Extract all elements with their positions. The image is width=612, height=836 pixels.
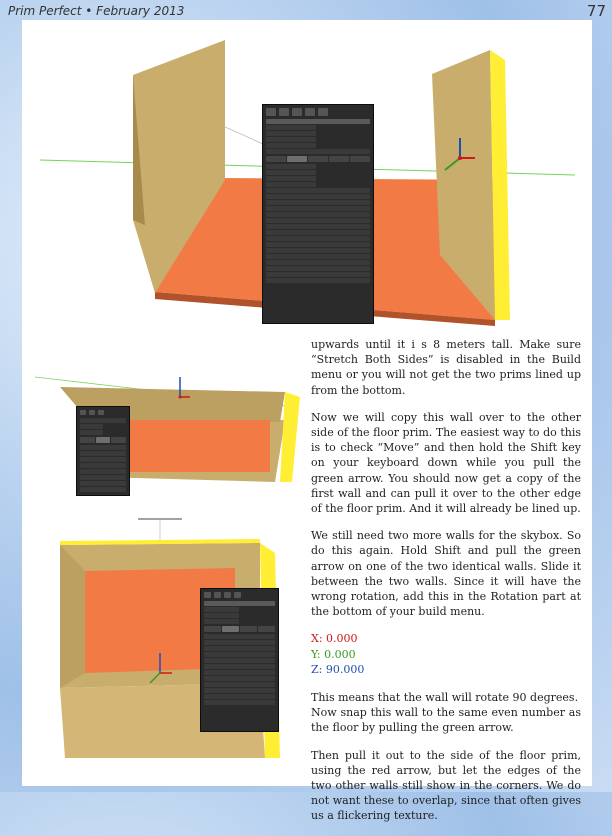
build-tool-panel-small[interactable] [76, 406, 130, 496]
skybox-three-walls-image [30, 342, 302, 498]
running-header: Prim Perfect • February 2013 [8, 4, 185, 18]
build-tool-panel[interactable] [262, 104, 374, 324]
rotation-z: Z: 90.000 [311, 663, 365, 677]
rotation-values [311, 631, 581, 678]
page-number: 77 [586, 2, 606, 20]
paragraph-4b: Now snap this wall to the same even number as the floor by pulling the green arrow. [311, 706, 581, 735]
paragraph-2: Now we will copy this wall over to the other side of the floor prim. The easiest way to do this is to check “Move” and then hold the Shift key on your keyboard down while you pull the green arrow. You should now get a copy of the first wall and can pull it over to the other edge of the floor prim. And it will already be lined up. [311, 410, 581, 516]
rotation-y: Y: 0.000 [311, 647, 356, 661]
paragraph-5: Then pull it out to the side of the floor prim, using the red arrow, but let the edges of the two other walls still show in the corners. We do not want these to overlap, since that often gives us a flickering texture. [311, 748, 581, 823]
screenshot-walls-copy [30, 20, 585, 332]
rotation-x: X: 0.000 [311, 632, 358, 646]
paragraph-3: We still need two more walls for the skybox. So do this again. Hold Shift and pull the green arrow on one of the two identical walls. Slide it between the two walls. Since it will have the wrong rotation, add this in the Rotation part at the bottom of your build menu. [311, 529, 581, 619]
article-text [311, 337, 581, 836]
paragraph-4a: This means that the wall will rotate 90 degrees. [311, 690, 579, 704]
screenshot-four-walls [30, 513, 302, 765]
build-tool-panel-medium[interactable] [200, 588, 279, 732]
screenshot-three-walls [30, 342, 302, 498]
paragraph-1: upwards until it i s 8 meters tall. Make sure “Stretch Both Sides” is disabled in the Build menu or you will not get the two prims lined up from the bottom. [311, 338, 581, 397]
